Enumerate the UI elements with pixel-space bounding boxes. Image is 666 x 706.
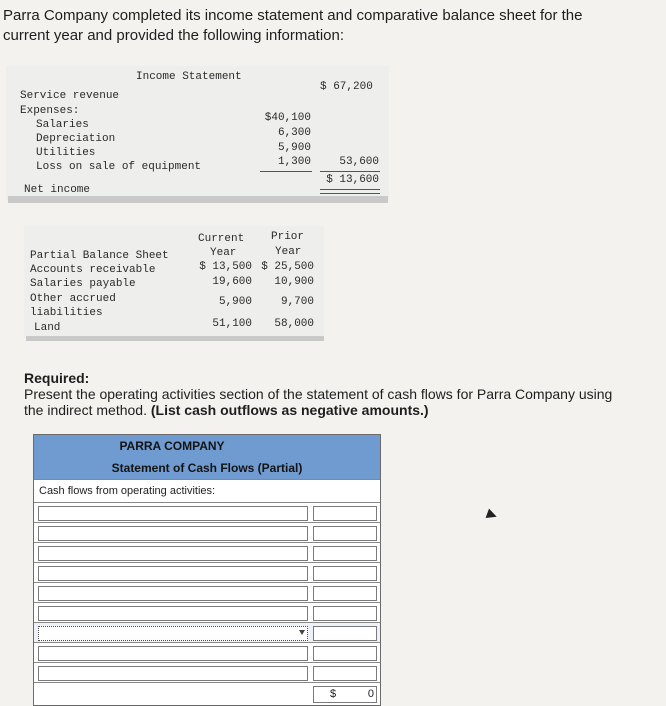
worksheet-row-2 <box>34 522 380 542</box>
expense-value-salaries: $40,100 <box>264 112 311 124</box>
balance-sheet-bottom-bar <box>26 336 324 341</box>
income-statement-bottom-bar <box>8 196 388 203</box>
col-current-line1: Current <box>198 233 245 245</box>
expense-value-loss-on-sale: 1,300 <box>277 156 311 168</box>
col-current-line2: Year <box>210 247 237 259</box>
current-salaries-payable: 19,600 <box>212 276 252 288</box>
row-label-liabilities: liabilities <box>30 307 103 319</box>
row-9-amount-input[interactable] <box>313 666 377 681</box>
row-5-amount-input[interactable] <box>313 586 377 601</box>
company-name: PARRA COMPANY <box>119 439 225 453</box>
cash-flow-worksheet <box>33 434 381 706</box>
worksheet-row-9 <box>34 662 380 682</box>
operating-activities-label: Cash flows from operating activities: <box>34 479 380 502</box>
worksheet-row-8 <box>34 642 380 662</box>
row-7-description-select[interactable] <box>38 626 308 641</box>
total-expenses-value: 53,600 <box>339 156 379 168</box>
worksheet-row-5 <box>34 582 380 602</box>
mouse-pointer-icon <box>486 509 499 522</box>
required-emphasis: (List cash outflows as negative amounts.) <box>150 402 429 418</box>
required-section <box>24 370 624 418</box>
row-6-amount-input[interactable] <box>313 606 377 621</box>
net-income-double-underline <box>320 189 380 194</box>
row-3-amount-input[interactable] <box>313 546 377 561</box>
worksheet-header <box>34 435 380 479</box>
expense-label-loss-on-sale: Loss on sale of equipment <box>36 161 202 173</box>
service-revenue-value: $ 67,200 <box>320 81 373 93</box>
row-label-land: Land <box>34 322 61 334</box>
intro-text: Parra Company completed its income statement and comparative balance sheet for the current year and provided the following information: <box>3 7 583 44</box>
current-land: 51,100 <box>212 318 252 330</box>
service-revenue-label: Service revenue <box>20 90 120 102</box>
row-2-amount-input[interactable] <box>313 526 377 541</box>
row-1-amount-input[interactable] <box>313 506 377 521</box>
required-instructions <box>24 386 624 418</box>
expense-value-utilities: 5,900 <box>277 142 311 154</box>
chevron-down-icon[interactable] <box>299 630 305 635</box>
balance-sheet-heading: Partial Balance Sheet <box>30 250 169 262</box>
statement-title: Statement of Cash Flows (Partial) <box>111 461 303 475</box>
prior-other-accrued: 9,700 <box>280 296 314 308</box>
worksheet-row-3 <box>34 542 380 562</box>
row-4-amount-input[interactable] <box>313 566 377 581</box>
total-expenses-underline <box>320 171 380 172</box>
net-income-value: $ 13,600 <box>326 174 379 186</box>
net-income-label: Net income <box>24 184 91 196</box>
row-8-amount-input[interactable] <box>313 646 377 661</box>
row-5-description-input[interactable] <box>38 586 308 601</box>
col-prior-line1: Prior <box>271 231 305 243</box>
expense-label-salaries: Salaries <box>36 119 89 131</box>
row-9-description-input[interactable] <box>38 666 308 681</box>
worksheet-row-7 <box>34 622 380 642</box>
row-6-description-input[interactable] <box>38 606 308 621</box>
total-value: 0 <box>367 688 374 700</box>
current-other-accrued: 5,900 <box>218 296 252 308</box>
row-8-description-input[interactable] <box>38 646 308 661</box>
worksheet-total-row <box>34 682 380 705</box>
current-accounts-receivable: $ 13,500 <box>199 261 252 273</box>
worksheet-row-1 <box>34 502 380 522</box>
expenses-underline <box>260 171 312 172</box>
row-7-amount-input[interactable] <box>313 626 377 641</box>
row-2-description-input[interactable] <box>38 526 308 541</box>
expenses-label: Expenses: <box>20 105 80 117</box>
col-prior-line2: Year <box>275 246 302 258</box>
expense-value-depreciation: 6,300 <box>277 127 311 139</box>
row-label-salaries-payable: Salaries payable <box>30 278 136 290</box>
expense-label-utilities: Utilities <box>36 147 96 159</box>
worksheet-row-4 <box>34 562 380 582</box>
prior-accounts-receivable: $ 25,500 <box>261 261 314 273</box>
row-3-description-input[interactable] <box>38 546 308 561</box>
row-label-accounts-receivable: Accounts receivable <box>30 264 156 276</box>
income-statement-heading: Income Statement <box>136 71 242 83</box>
worksheet-row-6 <box>34 602 380 622</box>
row-label-other-accrued: Other accrued <box>30 293 116 305</box>
required-heading: Required: <box>24 370 90 386</box>
prior-salaries-payable: 10,900 <box>274 276 314 288</box>
total-currency: $ <box>330 688 337 700</box>
required-text: Present the operating activities section of the statement of cash flows for Parra Company using the indirect method. <box>24 386 613 418</box>
row-1-description-input[interactable] <box>38 506 308 521</box>
expense-label-depreciation: Depreciation <box>36 133 116 145</box>
prior-land: 58,000 <box>274 318 314 330</box>
row-4-description-input[interactable] <box>38 566 308 581</box>
